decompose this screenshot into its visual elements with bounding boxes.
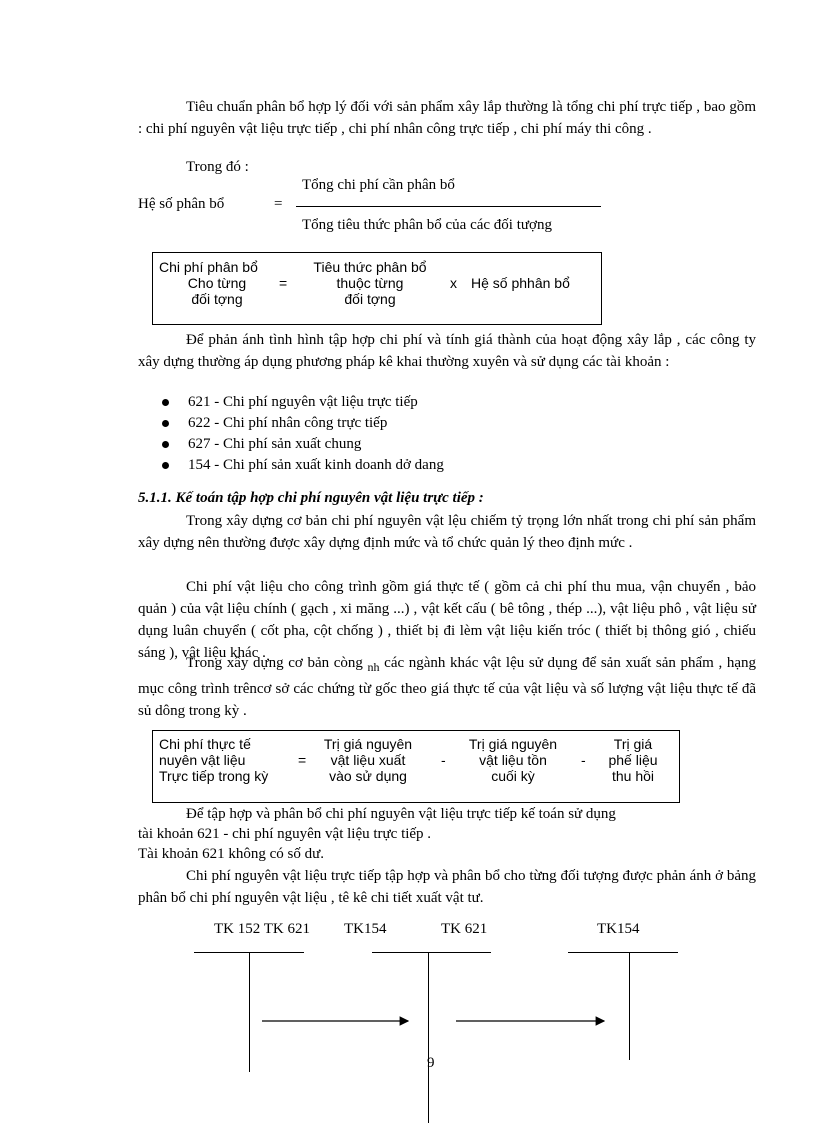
box2-col3-line1: Trị giá nguyên [468, 736, 558, 752]
box1-col1-line2: Cho từng [187, 275, 247, 291]
account-item-label: 627 - Chi phí sản xuất chung [188, 436, 362, 452]
usage-text-after: các ngành khác vật lệu sử dụng để sản xuất sản phẩm , hạng mục công trình trêncơ sở các chứng từ gốc theo giá thực tế của vật liệu và số lượng vật liệu thực tế đã sủ dông trong kỳ . [138, 655, 756, 719]
page-number: 9 [427, 1055, 435, 1071]
box2-col1-line1: Chi phí thực tế [159, 736, 251, 752]
account-usage-line3: Tài khoản 621 không có số dư. [138, 846, 325, 862]
allocation-text: Chi phí nguyên vật liệu trực tiếp tập hợp và phân bổ cho từng đối tượng được phản ánh ở bảng phân bổ chi phí nguyên vật liệu , tê kê chi tiết xuất vật tư. [138, 868, 756, 906]
box1-equals: = [279, 275, 288, 291]
t-account-label-mid-left: TK154 [344, 921, 387, 937]
box1-col3: Hệ số phhân bổ [471, 275, 570, 291]
box2-col1-line2: nuyên vật liệu [159, 752, 246, 768]
box2-col3-line2: vật liệu tồn [479, 752, 547, 768]
formula-denominator: Tổng tiêu thức phân bổ của các đối tượng [302, 217, 552, 233]
box2-col2-line2: vật liệu xuất [330, 752, 406, 768]
box2-eq: = [298, 752, 307, 768]
box2-col4-line1: Trị giá [613, 736, 653, 752]
account-item-label: 154 - Chi phí sản xuất kinh doanh dở dang [188, 457, 444, 473]
box2-col2-line1: Trị giá nguyên [323, 736, 413, 752]
section-heading: 5.1.1. Kế toán tập hợp chi phí nguyên vật liệu trực tiếp : [138, 490, 484, 506]
box2-minus1: - [441, 752, 446, 768]
box2-minus2: - [581, 752, 586, 768]
formula-numerator: Tổng chi phí cần phân bổ [302, 177, 455, 193]
t-account-label-right: TK154 [597, 921, 640, 937]
box2-col4-line2: phế liệu [608, 752, 658, 768]
material-cost-text: Chi phí vật liệu cho công trình gồm giá thực tế ( gồm cả chi phí thu mua, vận chuyển , bảo quản ) của vật liệu chính ( gạch , xi măng ...) , vật kết cấu ( bê tông , thép ...), vật liệu phô , vật liệu sử dụng luân chuyển ( cốt pha, cột chống ) , thiết bị đi lèm vật liệu kiến tróc ( thiết bị thông gió , chiếu sáng ), vật liệu khác . [138, 579, 756, 661]
t-account-label-mid: TK 621 [441, 921, 488, 937]
box1-col1-line3: đối tợng [191, 291, 243, 307]
usage-text-sub: nh [367, 660, 380, 674]
trong-do-label: Trong đó : [186, 159, 249, 175]
box2-col1-line3: Trực tiếp trong kỳ [159, 768, 269, 784]
box2-col3-line3: cuối kỳ [491, 768, 535, 784]
account-item-label: 622 - Chi phí nhân công trực tiếp [188, 415, 388, 431]
box2-col2-line3: vào sử dụng [329, 768, 407, 784]
formula-equals: = [274, 196, 283, 212]
box1-col2-line1: Tiêu thức phân bổ [313, 259, 427, 275]
intro-text: Tiêu chuẩn phân bổ hợp lý đối với sản phẩm xây lắp thường là tổng chi phí trực tiếp , bao gồm : chi phí nguyên vật liệu trực tiếp , chi phí nhân công trực tiếp , chi phí máy thi công . [138, 99, 756, 137]
usage-text-before: Trong xây dựng cơ bản còng [186, 655, 363, 671]
account-item-label: 621 - Chi phí nguyên vật liệu trực tiếp [188, 394, 418, 410]
method-text: Để phản ánh tình hình tập hợp chi phí và tính giá thành của hoạt động xây lắp , các công ty xây dựng thường áp dụng phương pháp kê khai thường xuyên và sử dụng các tài khoản : [138, 332, 756, 370]
box1-col1-line1: Chi phí phân bổ [159, 259, 258, 275]
materials-text: Trong xây dựng cơ bản chi phí nguyên vật lệu chiếm tỷ trọng lớn nhất trong chi phí sản phẩm xây dựng nên thường được xây dựng định mức và tổ chức quản lý theo định mức . [138, 513, 756, 551]
t-account-label-left: TK 152 TK 621 [214, 921, 310, 937]
box1-times: x [450, 275, 457, 291]
account-usage-line1: Để tập hợp và phân bổ chi phí nguyên vật liệu trực tiếp kế toán sử dụng [186, 806, 616, 822]
box1-col2-line2: thuộc từng [336, 275, 404, 291]
formula-lhs: Hệ số phân bổ [138, 196, 225, 212]
box1-col2-line3: đối tợng [344, 291, 396, 307]
account-usage-line2: tài khoản 621 - chi phí nguyên vật liệu trực tiếp . [138, 826, 432, 842]
box2-col4-line3: thu hồi [611, 768, 655, 784]
